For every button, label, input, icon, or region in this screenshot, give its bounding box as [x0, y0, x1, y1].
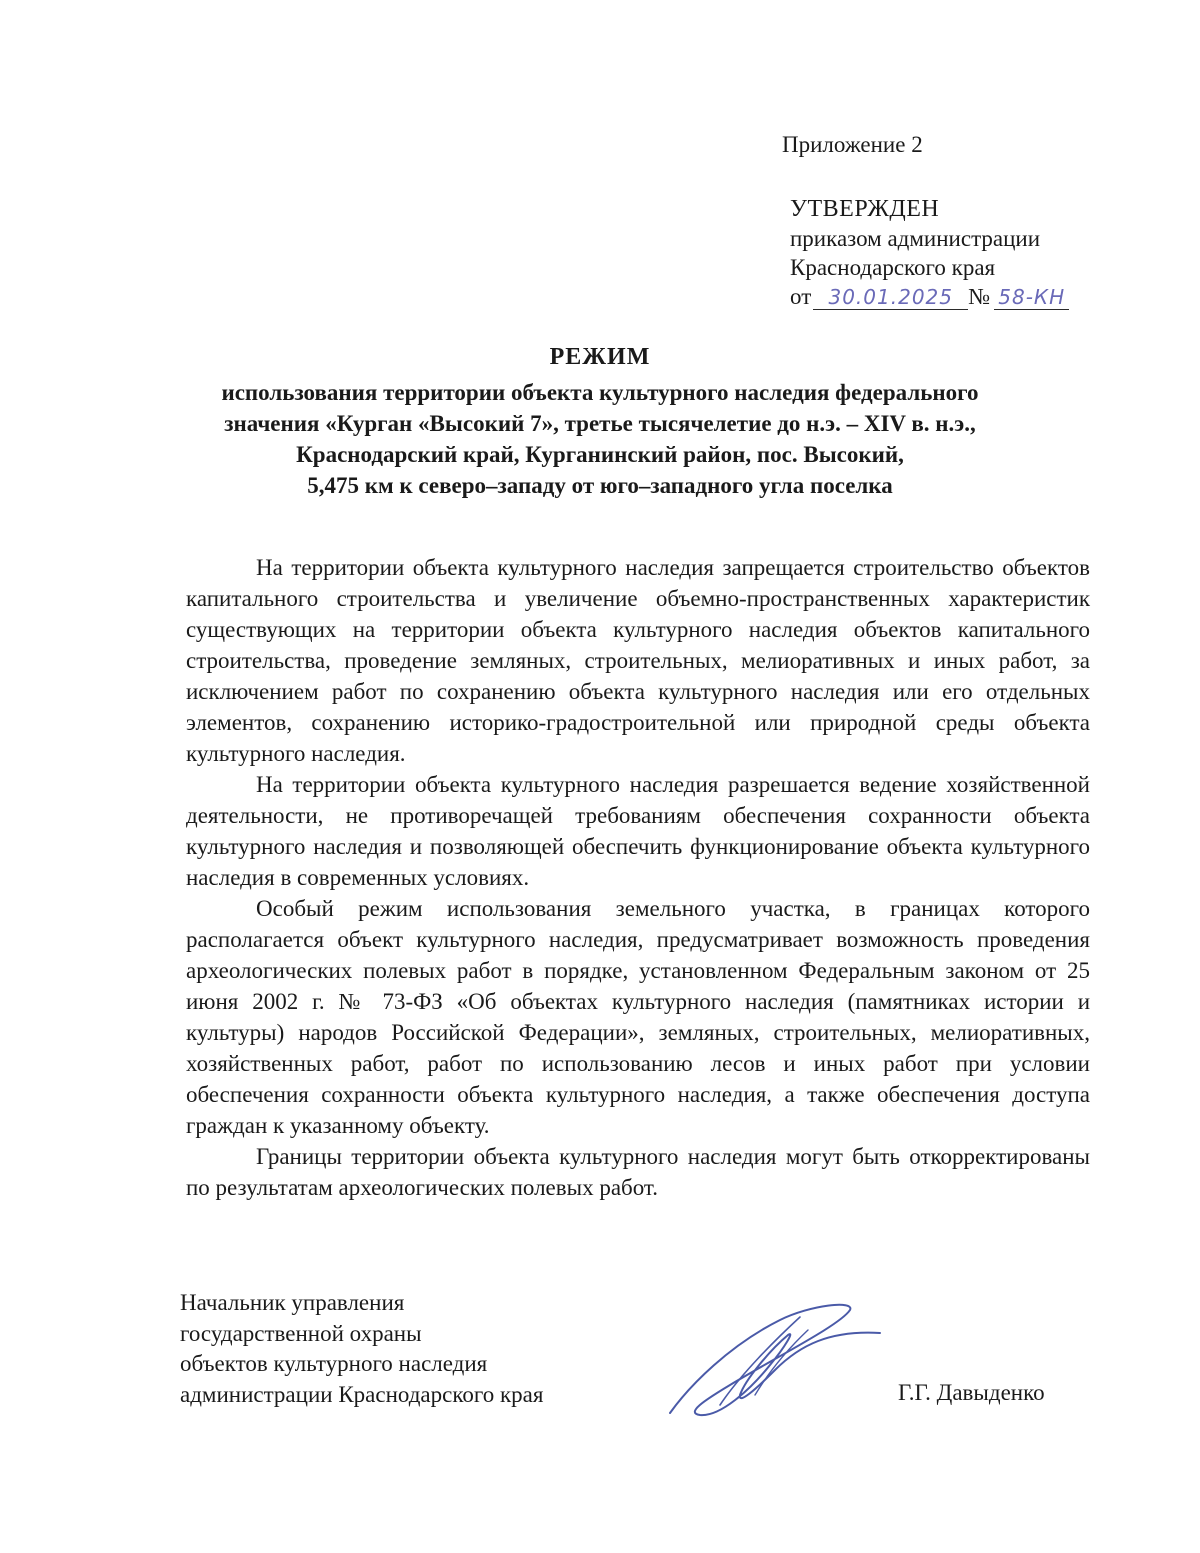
- paragraph-2: На территории объекта культурного наследия разрешается ведение хозяйственной деятельности, не противоречащей требованиям обеспечения сохранности объекта культурного наследия и позволяющей обеспечить функционирование объекта культурного наследия в современных условиях.: [186, 772, 1090, 890]
- title-main: РЕЖИМ: [549, 344, 651, 370]
- paragraph-3: Особый режим использования земельного участка, в границах которого располагается объект культурного наследия, предусматривает возможность проведения археологических полевых работ в порядке, установленном Федеральным законом от 25 июня 2002 г. № 73-ФЗ «Об объектах культурного наследия (памятниках истории и культуры) народов Российской Федерации», земляных, строительных, мелиоративных, хозяйственных работ, работ по использованию лесов и иных работ при условии обеспечения сохранности объекта культурного наследия, а также обеспечения доступа граждан к указанному объекту.: [186, 896, 1090, 1138]
- position-line-1: Начальник управления: [180, 1290, 405, 1315]
- paragraph-1: На территории объекта культурного наследия запрещается строительство объектов капитального строительства и увеличение объемно-пространственных характеристик существующих на территории объекта культурного наследия объектов капитального строительства, проведение земляных, строительных, мелиоративных и иных работ, за исключением работ по сохранению объекта культурного наследия или его отдельных элементов, сохранению историко-градостроительной или природной среды объекта культурного наследия.: [186, 555, 1090, 766]
- approved-label: УТВЕРЖДЕН: [790, 196, 940, 222]
- approval-stamp: [790, 195, 1069, 311]
- handwritten-number: 58-КН: [994, 285, 1069, 310]
- signatory-name: Г.Г. Давыденко: [898, 1380, 1045, 1405]
- title-line-3: Краснодарский край, Курганинский район, пос. Высокий,: [296, 442, 904, 467]
- document-title: [160, 342, 1040, 501]
- order-line-2: Краснодарского края: [790, 255, 996, 280]
- paragraph-4: Границы территории объекта культурного наследия могут быть откорректированы по результатам археологических полевых работ.: [186, 1144, 1090, 1200]
- signatory-position: [180, 1288, 543, 1410]
- order-line-1: приказом администрации: [790, 226, 1041, 251]
- number-prefix: №: [968, 284, 991, 309]
- order-date-line: [790, 282, 1069, 311]
- appendix-label: Приложение 2: [782, 132, 923, 157]
- handwritten-date: 30.01.2025: [813, 285, 968, 310]
- date-prefix: от: [790, 284, 812, 309]
- position-line-3: объектов культурного наследия: [180, 1351, 488, 1376]
- title-line-1: использования территории объекта культурного наследия федерального: [221, 380, 979, 405]
- document-body: [186, 552, 1090, 1203]
- title-line-4: 5,475 км к северо–западу от юго–западного угла поселка: [307, 473, 893, 498]
- position-line-2: государственной охраны: [180, 1320, 422, 1346]
- handwritten-signature: [660, 1295, 890, 1425]
- position-line-4: администрации Краснодарского края: [180, 1381, 544, 1407]
- title-line-2: значения «Курган «Высокий 7», третье тысячелетие до н.э. – XIV в. н.э.,: [224, 411, 976, 436]
